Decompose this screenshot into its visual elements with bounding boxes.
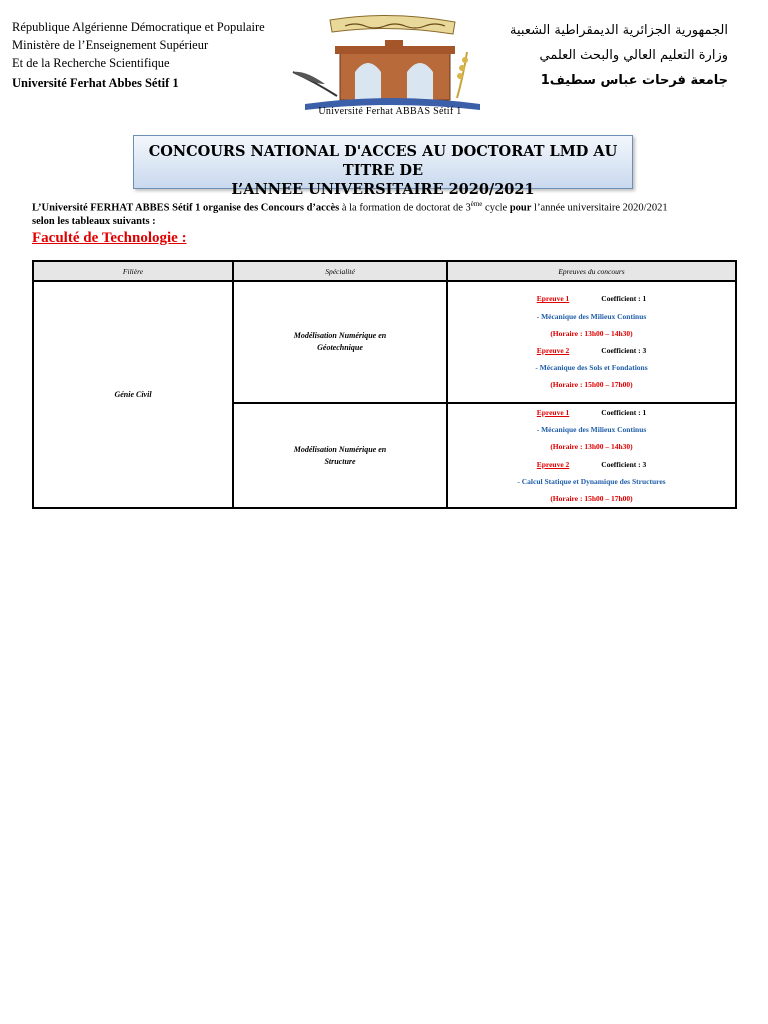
header-ar-republic: الجمهورية الجزائرية الديمقراطية الشعبية bbox=[510, 23, 728, 38]
epreuves-cell bbox=[447, 403, 736, 508]
epreuve-2-label: Epreuve 2 bbox=[536, 346, 570, 355]
epreuve-2-row bbox=[448, 342, 735, 359]
intro-pour: pour bbox=[509, 202, 532, 214]
intro-text-c: l’année universitaire 2020/2021 bbox=[531, 202, 668, 214]
intro-text-b: cycle bbox=[482, 202, 510, 214]
exam-table bbox=[32, 260, 737, 509]
intro-text-a: à la formation de doctorat de 3 bbox=[339, 202, 471, 214]
header-filiere: Filière bbox=[33, 261, 233, 281]
table-row bbox=[33, 281, 736, 403]
title-line-1: CONCOURS NATIONAL D'ACCES AU DOCTORAT LMD AU TITRE DE bbox=[148, 143, 618, 179]
specialite-line-2: Structure bbox=[324, 456, 356, 466]
epreuve-1-subject: - Mécanique des Milieux Continus bbox=[536, 311, 647, 321]
epreuve-2-subject: - Mécanique des Sols et Fondations bbox=[535, 363, 648, 373]
title-box bbox=[133, 135, 633, 198]
header-specialite: Spécialité bbox=[233, 261, 447, 281]
epreuve-1-hours: (Horaire : 13h00 – 14h30) bbox=[550, 328, 633, 338]
epreuve-2-row bbox=[448, 456, 735, 473]
epreuve-1-row bbox=[448, 404, 735, 421]
intro-paragraph bbox=[32, 198, 737, 228]
faculty-heading: Faculté de Technologie : bbox=[32, 230, 187, 246]
epreuve-2-subject: - Calcul Statique et Dynamique des Structures bbox=[517, 476, 666, 486]
header-republic: République Algérienne Démocratique et Populaire bbox=[12, 20, 265, 34]
epreuve-2-hours: (Horaire : 15h00 – 17h00) bbox=[550, 380, 633, 390]
table-header-row bbox=[33, 261, 736, 281]
specialite-cell bbox=[233, 281, 447, 403]
intro-sup: ème bbox=[470, 200, 483, 208]
epreuve-1-row bbox=[448, 290, 735, 307]
specialite-line-1: Modélisation Numérique en bbox=[293, 331, 387, 340]
intro-text-d: selon les tableaux suivants : bbox=[32, 215, 156, 227]
epreuve-2-coef: Coefficient : 3 bbox=[601, 459, 647, 469]
header-right-arabic bbox=[510, 18, 728, 93]
epreuve-1-label: Epreuve 1 bbox=[536, 294, 570, 304]
specialite-cell bbox=[233, 403, 447, 508]
header-epreuves: Epreuves du concours bbox=[447, 261, 736, 281]
epreuve-1-coef: Coefficient : 1 bbox=[601, 294, 647, 304]
epreuve-1-hours: (Horaire : 13h00 – 14h30) bbox=[550, 442, 633, 452]
title-line-2: L’ANNEE UNIVERSITAIRE 2020/2021 bbox=[231, 181, 535, 198]
epreuve-2-hours: (Horaire : 15h00 – 17h00) bbox=[550, 494, 633, 504]
logo-caption: Université Ferhat ABBAS Sétif 1 bbox=[318, 106, 462, 117]
specialite-line-2: Géotechnique bbox=[317, 343, 363, 352]
epreuve-1-coef: Coefficient : 1 bbox=[601, 408, 647, 417]
university-logo bbox=[285, 12, 495, 120]
header-left bbox=[12, 18, 265, 92]
header-university: Université Ferhat Abbes Sétif 1 bbox=[12, 76, 179, 90]
epreuve-2-label: Epreuve 2 bbox=[536, 459, 570, 469]
specialite-line-1: Modélisation Numérique en bbox=[293, 444, 387, 454]
epreuve-2-coef: Coefficient : 3 bbox=[601, 346, 647, 355]
epreuves-cell bbox=[447, 281, 736, 403]
intro-organizer: L’Université FERHAT ABBES Sétif 1 organise des Concours d’accès bbox=[32, 202, 340, 214]
header-ar-ministry: وزارة التعليم العالي والبحث العلمي bbox=[539, 48, 728, 63]
header-ministry: Ministère de l’Enseignement Supérieur bbox=[12, 38, 209, 52]
epreuve-1-label: Epreuve 1 bbox=[536, 408, 570, 417]
filiere-cell: Génie Civil bbox=[33, 281, 233, 508]
header-research: Et de la Recherche Scientifique bbox=[12, 56, 170, 70]
epreuve-1-subject: - Mécanique des Milieux Continus bbox=[536, 425, 647, 435]
header-ar-university: جامعة فرحات عباس سطيف1 bbox=[540, 73, 728, 88]
